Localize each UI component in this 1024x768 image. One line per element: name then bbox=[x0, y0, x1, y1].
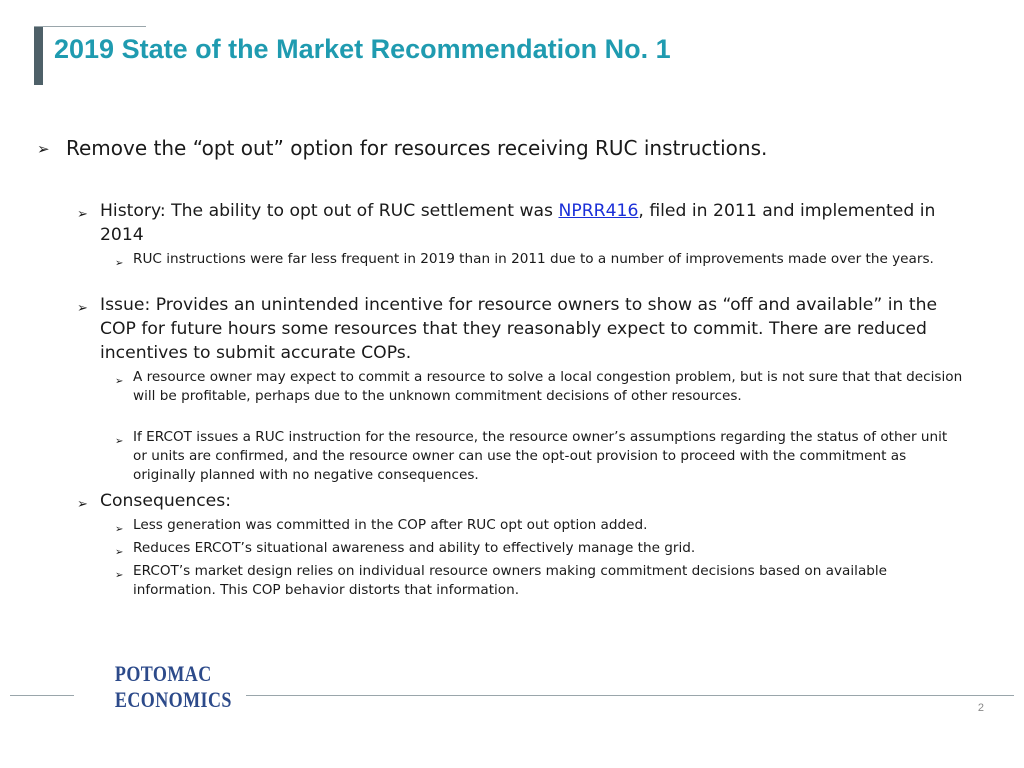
title-top-rule bbox=[34, 26, 146, 27]
arrowhead-bullet-icon: ➢ bbox=[115, 436, 124, 447]
issue-bullet bbox=[77, 293, 957, 365]
potomac-economics-logo bbox=[105, 661, 232, 717]
arrowhead-bullet-icon: ➢ bbox=[115, 258, 124, 269]
consequences-sub-bullet-2 bbox=[115, 539, 965, 562]
history-sub-text: RUC instructions were far less frequent in 2019 than in 2011 due to a number of improvements made over the years. bbox=[133, 251, 934, 267]
main-bullet bbox=[37, 136, 767, 160]
arrowhead-bullet-icon: ➢ bbox=[77, 207, 88, 222]
issue-sub-text-2: If ERCOT issues a RUC instruction for the resource, the resource owner’s assumptions regarding the status of other unit or units are confirmed, and the resource owner can use the opt-out provision to proceed with the commitment as originally planned with no negative consequences. bbox=[133, 429, 948, 483]
history-suffix: , filed in 2011 and implemented in 2014 bbox=[100, 201, 936, 245]
title-accent-bar bbox=[34, 27, 43, 85]
history-bullet bbox=[77, 199, 957, 247]
arrowhead-bullet-icon: ➢ bbox=[115, 570, 124, 581]
consequences-sub-text-3: ERCOT’s market design relies on individual resource owners making commitment decisions based on available information. This COP behavior distorts that information. bbox=[133, 563, 888, 598]
page-title: 2019 State of the Market Recommendation No. 1 bbox=[54, 34, 671, 64]
consequences-bullet-text: Consequences: bbox=[100, 491, 231, 511]
footer-rule-left bbox=[10, 695, 74, 696]
consequences-sub-text-1: Less generation was committed in the COP after RUC opt out option added. bbox=[133, 517, 648, 533]
issue-sub-text-1: A resource owner may expect to commit a resource to solve a local congestion problem, but is not sure that that decision will be profitable, perhaps due to the unknown commitment decisions of other resources. bbox=[133, 369, 963, 404]
history-sub-bullet bbox=[115, 250, 965, 273]
arrowhead-bullet-icon: ➢ bbox=[115, 547, 124, 558]
arrowhead-bullet-icon: ➢ bbox=[77, 497, 88, 512]
issue-sub-bullet-2 bbox=[115, 428, 965, 485]
arrowhead-bullet-icon: ➢ bbox=[77, 301, 88, 316]
arrowhead-bullet-icon: ➢ bbox=[115, 376, 124, 387]
logo-line-2: ECONOMICS bbox=[114, 687, 232, 712]
history-bullet-text bbox=[100, 199, 957, 247]
page-number: 2 bbox=[977, 702, 984, 714]
history-prefix: History: The ability to opt out of RUC settlement was bbox=[100, 201, 559, 221]
consequences-bullet bbox=[77, 489, 957, 517]
main-bullet-text: Remove the “opt out” option for resources receiving RUC instructions. bbox=[66, 136, 768, 160]
issue-sub-bullet-1 bbox=[115, 368, 965, 406]
arrowhead-bullet-icon: ➢ bbox=[37, 140, 50, 158]
logo-line-1: POTOMAC bbox=[114, 661, 212, 686]
arrowhead-bullet-icon: ➢ bbox=[115, 524, 124, 535]
consequences-sub-bullet-1 bbox=[115, 516, 965, 539]
consequences-sub-bullet-3 bbox=[115, 562, 965, 600]
consequences-sub-text-2: Reduces ERCOT’s situational awareness and ability to effectively manage the grid. bbox=[133, 540, 696, 556]
issue-bullet-text: Issue: Provides an unintended incentive for resource owners to show as “off and available” in the COP for future hours some resources that they reasonably expect to commit. There are reduced incentives to submit accurate COPs. bbox=[100, 295, 938, 363]
footer-rule-right bbox=[246, 695, 1014, 696]
nprr416-link[interactable]: NPRR416 bbox=[558, 201, 639, 221]
